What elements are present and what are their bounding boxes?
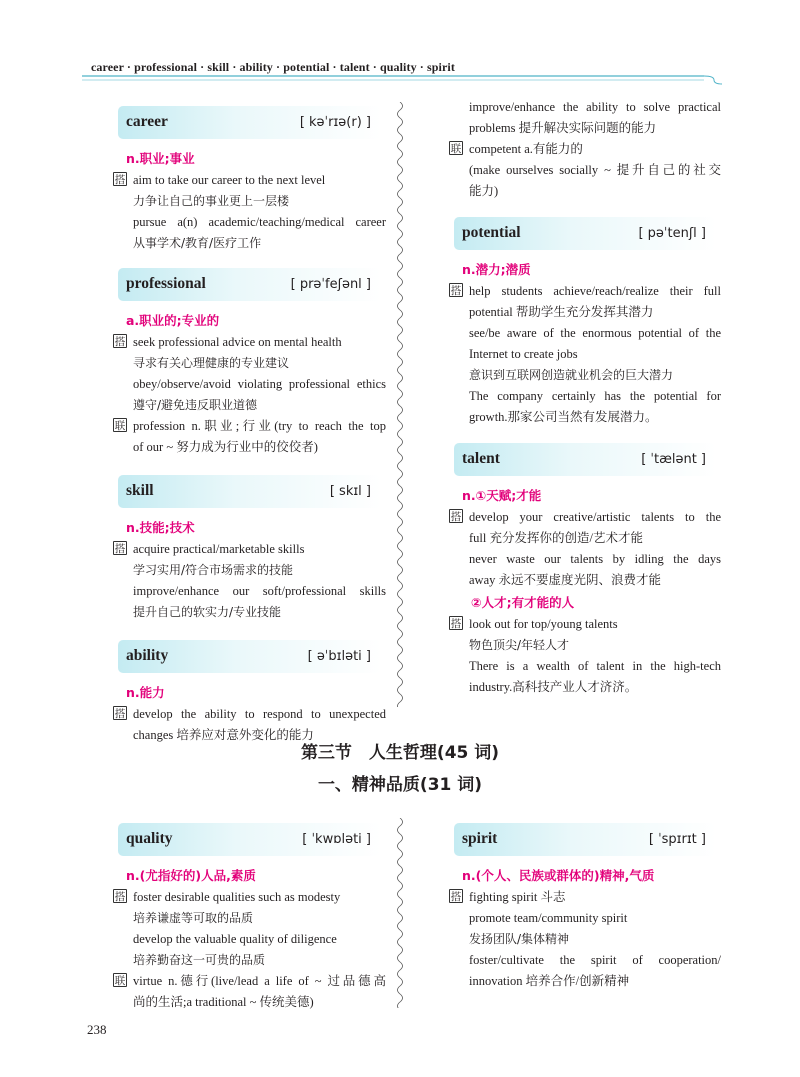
part-of-speech: n.职业;事业 (126, 151, 195, 166)
running-head: career · professional · skill · ability · potential · talent · quality · spirit (91, 60, 455, 74)
entry-career (113, 106, 386, 254)
collocation-mark-icon: 搭 (450, 285, 462, 297)
entry-quality (113, 823, 386, 1013)
left-column-top (113, 106, 386, 746)
related-mark-icon: 联 (114, 975, 126, 987)
entry-skill (113, 475, 386, 623)
part-of-speech: a.职业的;专业的 (126, 313, 220, 328)
headword: potential (462, 224, 521, 241)
part-of-speech: n.(个人、民族或群体的)精神,气质 (462, 868, 655, 883)
collocations: 搭 aim to take our career to the next level 力争让自己的事业更上一层楼 pursue a(n) academic/teaching/medical career 从事学术/教育/医疗工作 (114, 173, 386, 250)
part-of-speech: n.技能;技术 (126, 520, 195, 535)
headword: talent (462, 450, 500, 467)
headword: professional (126, 275, 206, 292)
entry-talent (449, 443, 721, 698)
collocations: 搭 seek professional advice on mental health 寻求有关心理健康的专业建议 obey/observe/avoid violating professional ethics 遵守/避免违反职业道德 (114, 335, 386, 412)
collocation-mark-icon: 搭 (450, 618, 462, 630)
related-words: 联 profession n.职业;行业(try to reach the top of our ~ 努力成为行业中的佼佼者) (114, 419, 386, 454)
phonetic: [ ˈkwɒləti ] (302, 832, 371, 847)
headword: career (126, 113, 168, 130)
entry-header (118, 823, 381, 856)
headword: quality (126, 830, 173, 847)
related-mark-icon: 联 (114, 420, 126, 432)
entry-header (454, 217, 716, 250)
collocation-mark-icon: 搭 (114, 543, 126, 555)
part-of-speech: ②人才;有才能的人 (471, 595, 575, 610)
column-divider-bottom (393, 818, 407, 1008)
collocations: 搭 develop your creative/artistic talents to the full 充分发挥你的创造/艺术才能 never waste our talents by idling the days away 永远不要虚度光阴、浪费才能 (450, 510, 721, 587)
left-column-bottom (113, 823, 386, 1013)
page-number: 238 (87, 1022, 107, 1037)
phonetic: [ prəˈfeʃənl ] (290, 277, 371, 292)
headword: ability (126, 647, 169, 664)
entry-potential (449, 217, 721, 428)
column-divider-top (393, 102, 407, 707)
entry-header (118, 268, 381, 301)
collocations-continued: improve/enhance the ability to solve practical problems 提升解决实际问题的能力 (469, 100, 721, 135)
section-title: 第三节 人生哲理(45 词) (300, 743, 500, 763)
part-of-speech: n.(尤指好的)人品,素质 (126, 868, 256, 883)
entry-header (118, 640, 381, 673)
headword: skill (126, 482, 154, 499)
collocation-mark-icon: 搭 (114, 174, 126, 186)
collocations: 搭 help students achieve/reach/realize their full potential 帮助学生充分发挥其潜力 see/be aware of the enormous potential of the Internet to create jobs 意识到互联网创造就业机会的巨大潜力 The company certainly has the potential for growth.那家公司当然有发展潜力。 (450, 284, 721, 424)
phonetic: [ əˈbɪləti ] (307, 649, 371, 664)
header-rule (82, 74, 722, 86)
right-column-bottom (449, 823, 721, 992)
part-of-speech: n.①天赋;才能 (462, 488, 542, 503)
phonetic: [ kəˈrɪə(r) ] (299, 115, 371, 130)
right-column-top (449, 97, 721, 698)
entry-ability (113, 640, 386, 746)
entry-header (118, 475, 381, 508)
phonetic: [ ˈspɪrɪt ] (648, 832, 706, 847)
section-subtitle: 一、精神品质(31 词) (317, 775, 483, 795)
headword: spirit (462, 830, 498, 847)
entry-header (454, 443, 716, 476)
collocations: 搭 look out for top/young talents 物色顶尖/年轻人才 There is a wealth of talent in the high-tech industry.高科技产业人才济济。 (450, 617, 721, 694)
part-of-speech: n.潜力;潜质 (462, 262, 531, 277)
collocations: 搭 foster desirable qualities such as modesty 培养谦虚等可取的品质 develop the valuable quality of diligence 培养勤奋这一可贵的品质 (114, 890, 341, 967)
entry-professional (113, 268, 386, 458)
collocation-mark-icon: 搭 (450, 511, 462, 523)
phonetic: [ ˈtælənt ] (641, 452, 706, 467)
part-of-speech: n.能力 (126, 685, 165, 700)
collocation-mark-icon: 搭 (450, 891, 462, 903)
entry-spirit (449, 823, 721, 992)
collocation-mark-icon: 搭 (114, 336, 126, 348)
collocations: 搭 fighting spirit 斗志 promote team/community spirit 发扬团队/集体精神 foster/cultivate the spirit of cooperation/ innovation 培养合作/创新精神 (450, 890, 721, 988)
collocation-mark-icon: 搭 (114, 708, 126, 720)
entry-header (454, 823, 716, 856)
entry-header (118, 106, 381, 139)
related-words: 联 competent a.有能力的 (make ourselves socially ~ 提升自己的社交 能力) (450, 142, 721, 198)
phonetic: [ skɪl ] (329, 484, 371, 499)
related-words: 联 virtue n.德行(live/lead a life of ~ 过品德高 尚的生活;a traditional ~ 传统美德) (114, 974, 386, 1009)
collocations: 搭 acquire practical/marketable skills 学习实用/符合市场需求的技能 improve/enhance our soft/professional skills 提升自己的软实力/专业技能 (114, 542, 386, 619)
collocation-mark-icon: 搭 (114, 891, 126, 903)
collocations: 搭 develop the ability to respond to unexpected changes 培养应对意外变化的能力 (114, 707, 386, 742)
phonetic: [ pəˈtenʃl ] (638, 226, 706, 241)
related-mark-icon: 联 (450, 143, 462, 155)
